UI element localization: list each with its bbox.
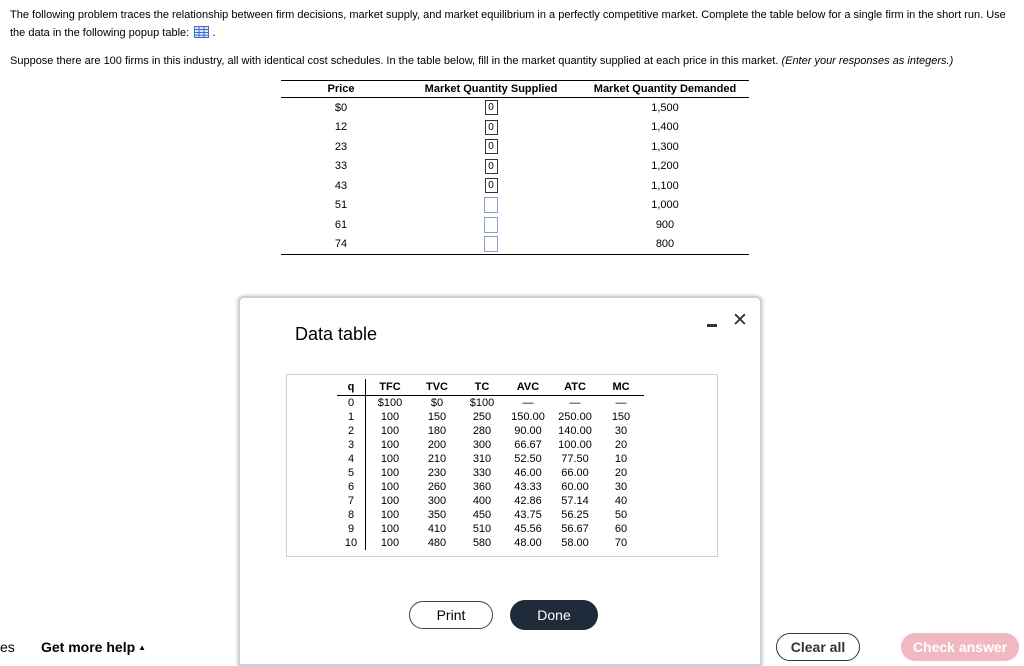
intro-period: . [212,27,216,39]
instruction-main: Suppose there are 100 firms in this industry, all with identical cost schedules. In the table below, fill in the market quantity supplied at each price in this market. [10,55,779,67]
supplied-cell [401,196,581,216]
table-cell: 360 [472,481,492,493]
table-cell: 200 [427,439,447,451]
table-cell: 300 [427,495,447,507]
table-cell: 56.25 [561,509,589,521]
quantity-supplied-input[interactable]: 0 [485,120,498,135]
table-cell: 100 [380,467,400,479]
table-cell: 280 [472,425,492,437]
quantity-supplied-input[interactable]: 0 [485,139,498,154]
table-cell: 42.86 [514,495,542,507]
table-cell: 57.14 [561,495,589,507]
table-cell: $0 [430,397,444,409]
table-cell: 100 [380,425,400,437]
table-cell: 43.75 [514,509,542,521]
table-cell: 8 [337,508,366,522]
column-header: ATC [552,379,598,396]
table-cell: 9 [337,522,366,536]
supplied-cell [401,157,581,177]
get-more-help-link[interactable] [41,639,146,655]
table-cell: 100 [380,439,400,451]
table-cell: 310 [472,453,492,465]
cut-off-text: es [0,639,15,655]
table-cell: 70 [614,537,628,549]
supplied-cell [401,176,581,196]
table-row [281,118,749,138]
quantity-supplied-input[interactable] [484,217,498,233]
demanded-cell: 1,500 [651,101,679,114]
popup-title: Data table [295,324,378,344]
table-cell: 58.00 [561,537,589,549]
table-cell: 100 [380,411,400,423]
table-row [281,98,749,118]
demanded-cell: 1,300 [651,140,679,153]
demanded-cell: 900 [655,218,675,231]
table-cell: 150 [611,411,631,423]
table-cell: 260 [427,481,447,493]
quantity-supplied-input[interactable]: 0 [485,100,498,115]
table-row [281,196,749,216]
supplied-cell [401,98,581,118]
header-supplied: Market Quantity Supplied [401,81,581,98]
table-cell: 60.00 [561,481,589,493]
price-cell: 23 [334,140,348,153]
table-cell: 100 [380,495,400,507]
table-row [337,522,644,536]
column-header: MC [598,379,644,396]
table-cell: 100 [380,537,400,549]
table-cell: 0 [337,396,366,411]
table-cell: $100 [377,397,403,409]
table-cell: 330 [472,467,492,479]
price-cell: $0 [334,101,348,114]
table-cell: 30 [614,481,628,493]
table-row [337,452,644,466]
table-row [281,157,749,177]
table-cell: 150.00 [511,411,545,423]
done-button[interactable]: Done [510,600,598,630]
price-cell: 61 [334,218,348,231]
table-cell: 46.00 [514,467,542,479]
table-row [281,176,749,196]
table-row [337,536,644,550]
table-cell: 20 [614,439,628,451]
table-cell: 250 [472,411,492,423]
column-header: q [337,379,366,396]
table-cell: 230 [427,467,447,479]
table-cell: 10 [614,453,628,465]
table-cell: 3 [337,438,366,452]
table-cell: $100 [469,397,495,409]
table-cell: — [522,397,534,409]
table-cell: 410 [427,523,447,535]
supplied-cell [401,235,581,255]
table-cell: 350 [427,509,447,521]
intro-text [10,6,1010,42]
table-row [337,424,644,438]
table-cell: 10 [337,536,366,550]
price-cell: 51 [334,199,348,212]
instruction-hint: (Enter your responses as integers.) [781,55,954,67]
table-cell: — [569,397,581,409]
market-table [281,80,749,255]
table-cell: 180 [427,425,447,437]
instruction-text [10,54,1020,68]
demanded-cell: 1,400 [651,121,679,134]
table-cell: 77.50 [561,453,589,465]
column-header: AVC [504,379,552,396]
table-row [337,480,644,494]
table-cell: 20 [614,467,628,479]
table-cell: 480 [427,537,447,549]
table-row [281,137,749,157]
column-header: TVC [414,379,460,396]
header-demanded: Market Quantity Demanded [581,81,749,98]
price-cell: 33 [334,160,348,173]
data-table-popup [238,296,762,666]
data-table-container [286,374,718,557]
table-cell: 150 [427,411,447,423]
table-cell: 250.00 [558,411,592,423]
minimize-icon[interactable] [706,316,720,330]
table-cell: 210 [427,453,447,465]
caret-up-icon: ▲ [138,643,147,652]
table-cell: 100 [380,523,400,535]
table-cell: — [615,397,627,409]
table-cell: 100 [380,453,400,465]
quantity-supplied-input[interactable]: 0 [485,178,498,193]
demanded-cell: 800 [581,235,749,255]
table-cell: 30 [614,425,628,437]
table-row [337,466,644,480]
table-cell: 5 [337,466,366,480]
table-cell: 7 [337,494,366,508]
table-cell: 100.00 [558,439,592,451]
demanded-cell: 1,200 [651,160,679,173]
price-cell: 12 [334,121,348,134]
table-cell: 66.67 [514,439,542,451]
table-row [337,494,644,508]
table-cell: 52.50 [514,453,542,465]
close-icon[interactable]: ✕ [732,310,748,331]
supplied-cell [401,137,581,157]
price-cell: 74 [281,235,401,255]
table-cell: 2 [337,424,366,438]
column-header: TC [460,379,504,396]
demanded-cell: 1,100 [651,179,679,192]
table-cell: 100 [380,481,400,493]
table-row [281,235,749,255]
table-cell: 300 [472,439,492,451]
table-cell: 56.67 [561,523,589,535]
quantity-supplied-input[interactable]: 0 [485,159,498,174]
price-cell: 43 [334,179,348,192]
demanded-cell: 1,000 [651,199,679,212]
table-cell: 40 [614,495,628,507]
supplied-cell [401,118,581,138]
quantity-supplied-input[interactable] [484,236,498,252]
table-cell: 100 [380,509,400,521]
quantity-supplied-input[interactable] [484,197,498,213]
table-row [337,410,644,424]
column-header: TFC [366,379,415,396]
table-cell: 400 [472,495,492,507]
print-button[interactable]: Print [409,601,493,629]
table-cell: 140.00 [558,425,592,437]
table-cell: 90.00 [514,425,542,437]
header-price: Price [281,81,401,98]
table-cell: 43.33 [514,481,542,493]
get-more-help-label: Get more help [41,639,136,655]
table-cell: 1 [337,410,366,424]
table-row [281,215,749,235]
table-row [337,438,644,452]
intro-paragraph: The following problem traces the relationship between firm decisions, market supply, and market equilibrium in a perfectly competitive market. Complete the table below for a single firm in the short run. Use the data in the following popup table: [10,9,1006,39]
table-row [337,508,644,522]
table-row [337,396,644,411]
clear-all-button[interactable]: Clear all [776,633,860,661]
supplied-cell [401,215,581,235]
table-cell: 4 [337,452,366,466]
data-table-icon[interactable] [194,26,209,38]
table-cell: 6 [337,480,366,494]
table-cell: 60 [614,523,628,535]
table-cell: 45.56 [514,523,542,535]
table-cell: 510 [472,523,492,535]
check-answer-button[interactable]: Check answer [901,633,1019,661]
table-cell: 48.00 [514,537,542,549]
table-cell: 50 [614,509,628,521]
table-cell: 450 [472,509,492,521]
cost-table [337,379,644,550]
table-cell: 66.00 [561,467,589,479]
table-cell: 580 [472,537,492,549]
